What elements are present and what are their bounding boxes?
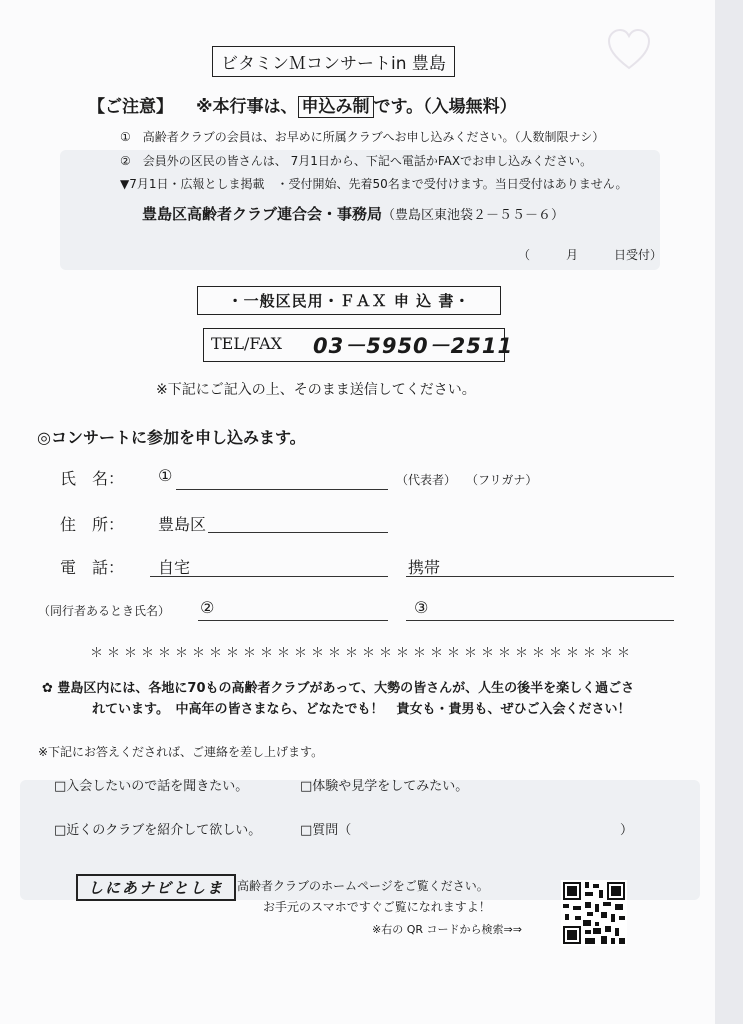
companion-3-field[interactable] (406, 620, 674, 621)
name-kana-note: （フリガナ） (466, 473, 538, 487)
phone-home-label: 自宅 (158, 558, 191, 577)
phone-label: 電 話： (60, 558, 125, 577)
apply-heading: ◎コンサートに参加を申し込みます。 (37, 428, 306, 447)
notice-label: 【ご注意】 (88, 97, 173, 117)
notice-item-2: ② 会員外の区民の皆さんは、 7月1日から、下記へ電話かFAXでお申し込みください。 (120, 154, 593, 168)
companion-3-prefix: ③ (414, 598, 429, 617)
option-question-close: ） (620, 823, 634, 838)
address-value: 豊島区 (158, 515, 207, 534)
notice-boxed: 申込み制 (298, 96, 374, 118)
form-title: ・一般区民用・ＦＡＸ 申 込 書・ (197, 286, 501, 315)
event-title: ビタミンＭコンサートin 豊島 (212, 46, 455, 77)
qr-code-icon[interactable] (561, 880, 627, 946)
notice-text-post: です。（入場無料） (373, 97, 517, 117)
tel-number: 03－5950－2511 (313, 334, 514, 358)
scan-edge-shadow (715, 0, 743, 1024)
phone-mobile-label: 携帯 (408, 558, 441, 577)
address-field[interactable] (208, 532, 388, 533)
separator: ＊＊＊＊＊＊＊＊＊＊＊＊＊＊＊＊＊＊＊＊＊＊＊＊＊＊＊＊＊＊＊＊ (90, 646, 635, 661)
option-trial-visit[interactable]: □体験や見学をしてみたい。 (300, 779, 469, 794)
option-join-info[interactable]: □入会したいので話を聞きたい。 (54, 779, 249, 794)
name-field[interactable] (176, 489, 388, 490)
companion-2-field[interactable] (198, 620, 388, 621)
organizer-name: 豊島区高齢者クラブ連合会・事務局 (142, 205, 383, 223)
name-rep-note: （代表者） (396, 473, 457, 487)
notice-text-pre: ※本行事は、 (196, 97, 298, 117)
phone-home-field[interactable] (150, 576, 388, 577)
club-message-line1: ✿ 豊島区内には、各地に70もの高齢者クラブがあって、大勢の皆さんが、人生の後半を楽しく過ごさ (42, 681, 635, 696)
reply-note: ※下記にお答えくだされば、ご連絡を差し上げます。 (38, 745, 324, 759)
notice-text (196, 92, 517, 117)
companion-label: （同行者あるとき氏名） (38, 604, 171, 618)
club-message-line2: れています。 中高年の皆さまなら、どなたでも！ 貴女も・貴男も、ぜひご入会ください！ (92, 702, 631, 717)
homepage-line2: お手元のスマホですぐご覧になれますよ！ (263, 900, 491, 914)
phone-mobile-field[interactable] (406, 576, 674, 577)
option-nearby-club[interactable]: □近くのクラブを紹介して欲しい。 (54, 823, 262, 838)
senior-navi-logo: しにあナビとしま (76, 874, 236, 901)
organizer-address: （豊島区東池袋２－５５－６） (382, 208, 565, 223)
name-label: 氏 名： (60, 469, 125, 488)
notice-item-1: ① 高齢者クラブの会員は、お早めに所属クラブへお申し込みください。（人数制限ナシ） (120, 130, 605, 144)
heart-logo-icon (607, 28, 651, 72)
name-prefix: ① (158, 466, 173, 485)
tel-label: TEL/FAX (211, 334, 283, 353)
companion-2-prefix: ② (200, 598, 215, 617)
option-question[interactable]: □質問（ (300, 823, 352, 838)
homepage-line1: 高齢者クラブのホームページをご覧ください。 (237, 879, 489, 893)
qr-note: ※右の QR コードから検索⇒⇒ (372, 923, 522, 936)
received-date: （ 月 日受付） (518, 248, 663, 262)
send-note: ※下記にご記入の上、そのまま送信してください。 (156, 382, 476, 398)
notice-item-3: ▼7月1日・広報としま掲載 ・受付開始、先着50名まで受付けます。当日受付はありません。 (120, 177, 628, 191)
address-label: 住 所： (60, 515, 125, 534)
organizer (142, 203, 564, 224)
